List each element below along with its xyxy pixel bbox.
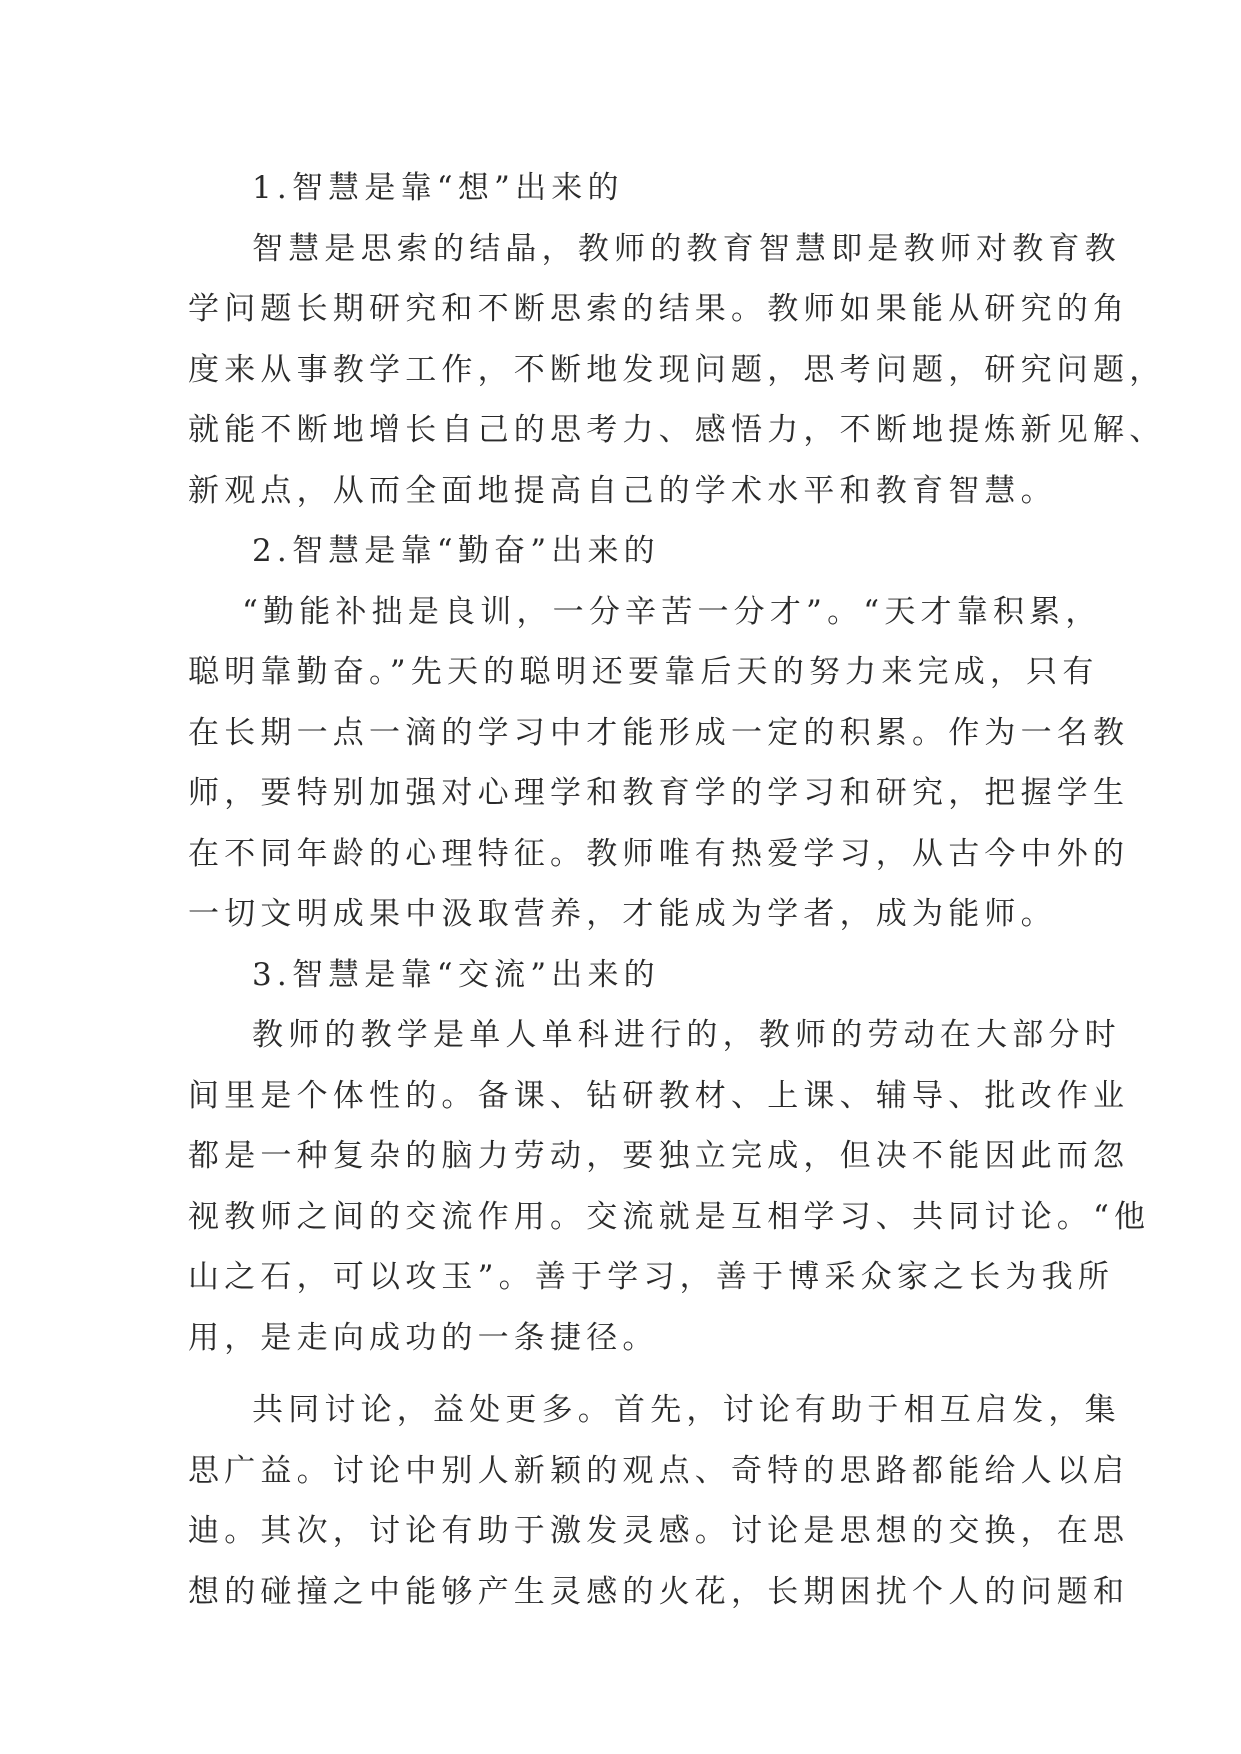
paragraph-line: 视教师之间的交流作用。交流就是互相学习、共同讨论。“他 bbox=[188, 1198, 1151, 1235]
paragraph-line: 师，要特别加强对心理学和教育学的学习和研究，把握学生 bbox=[188, 775, 1130, 811]
section-heading-2: 2.智慧是靠“勤奋”出来的 bbox=[252, 533, 660, 569]
paragraph-line: 智慧是思索的结晶，教师的教育智慧即是教师对教育教 bbox=[252, 230, 1121, 267]
paragraph-line: 聪明靠勤奋。”先天的聪明还要靠后天的努力来完成，只有 bbox=[188, 654, 1099, 690]
paragraph-line: 就能不断地增长自己的思考力、感悟力，不断地提炼新见解、 bbox=[188, 412, 1166, 448]
paragraph-line: 迪。其次，讨论有助于激发灵感。讨论是思想的交换，在思 bbox=[188, 1513, 1130, 1549]
paragraph-line: 新观点，从而全面地提高自己的学术水平和教育智慧。 bbox=[188, 472, 1057, 509]
paragraph-line: 用，是走向成功的一条捷径。 bbox=[188, 1319, 659, 1356]
paragraph-line: “勤能补拙是良训，一分辛苦一分才”。“天才靠积累， bbox=[242, 593, 1102, 630]
paragraph-line: 度来从事教学工作，不断地发现问题，思考问题，研究问题， bbox=[188, 351, 1166, 388]
document-body bbox=[188, 158, 1166, 1622]
paragraph-line: 共同讨论，益处更多。首先，讨论有助于相互启发，集 bbox=[252, 1392, 1121, 1428]
section-heading-3: 3.智慧是靠“交流”出来的 bbox=[252, 956, 660, 993]
section-heading-1: 1.智慧是靠“想”出来的 bbox=[252, 170, 624, 206]
paragraph-line: 学问题长期研究和不断思索的结果。教师如果能从研究的角 bbox=[188, 291, 1130, 327]
paragraph-line: 山之石，可以攻玉”。善于学习，善于博采众家之长为我所 bbox=[188, 1259, 1115, 1295]
paragraph-line: 教师的教学是单人单科进行的，教师的劳动在大部分时 bbox=[252, 1017, 1121, 1053]
paragraph-line: 在不同年龄的心理特征。教师唯有热爱学习，从古今中外的 bbox=[188, 835, 1130, 872]
paragraph-line: 思广益。讨论中别人新颖的观点、奇特的思路都能给人以启 bbox=[188, 1452, 1130, 1489]
paragraph-line: 间里是个体性的。备课、钻研教材、上课、辅导、批改作业 bbox=[188, 1077, 1130, 1114]
paragraph-line: 都是一种复杂的脑力劳动，要独立完成，但决不能因此而忽 bbox=[188, 1138, 1130, 1174]
paragraph-line: 在长期一点一滴的学习中才能形成一定的积累。作为一名教 bbox=[188, 714, 1130, 751]
paragraph-line: 想的碰撞之中能够产生灵感的火花，长期困扰个人的问题和 bbox=[188, 1573, 1130, 1610]
paragraph-line: 一切文明成果中汲取营养，才能成为学者，成为能师。 bbox=[188, 896, 1057, 932]
